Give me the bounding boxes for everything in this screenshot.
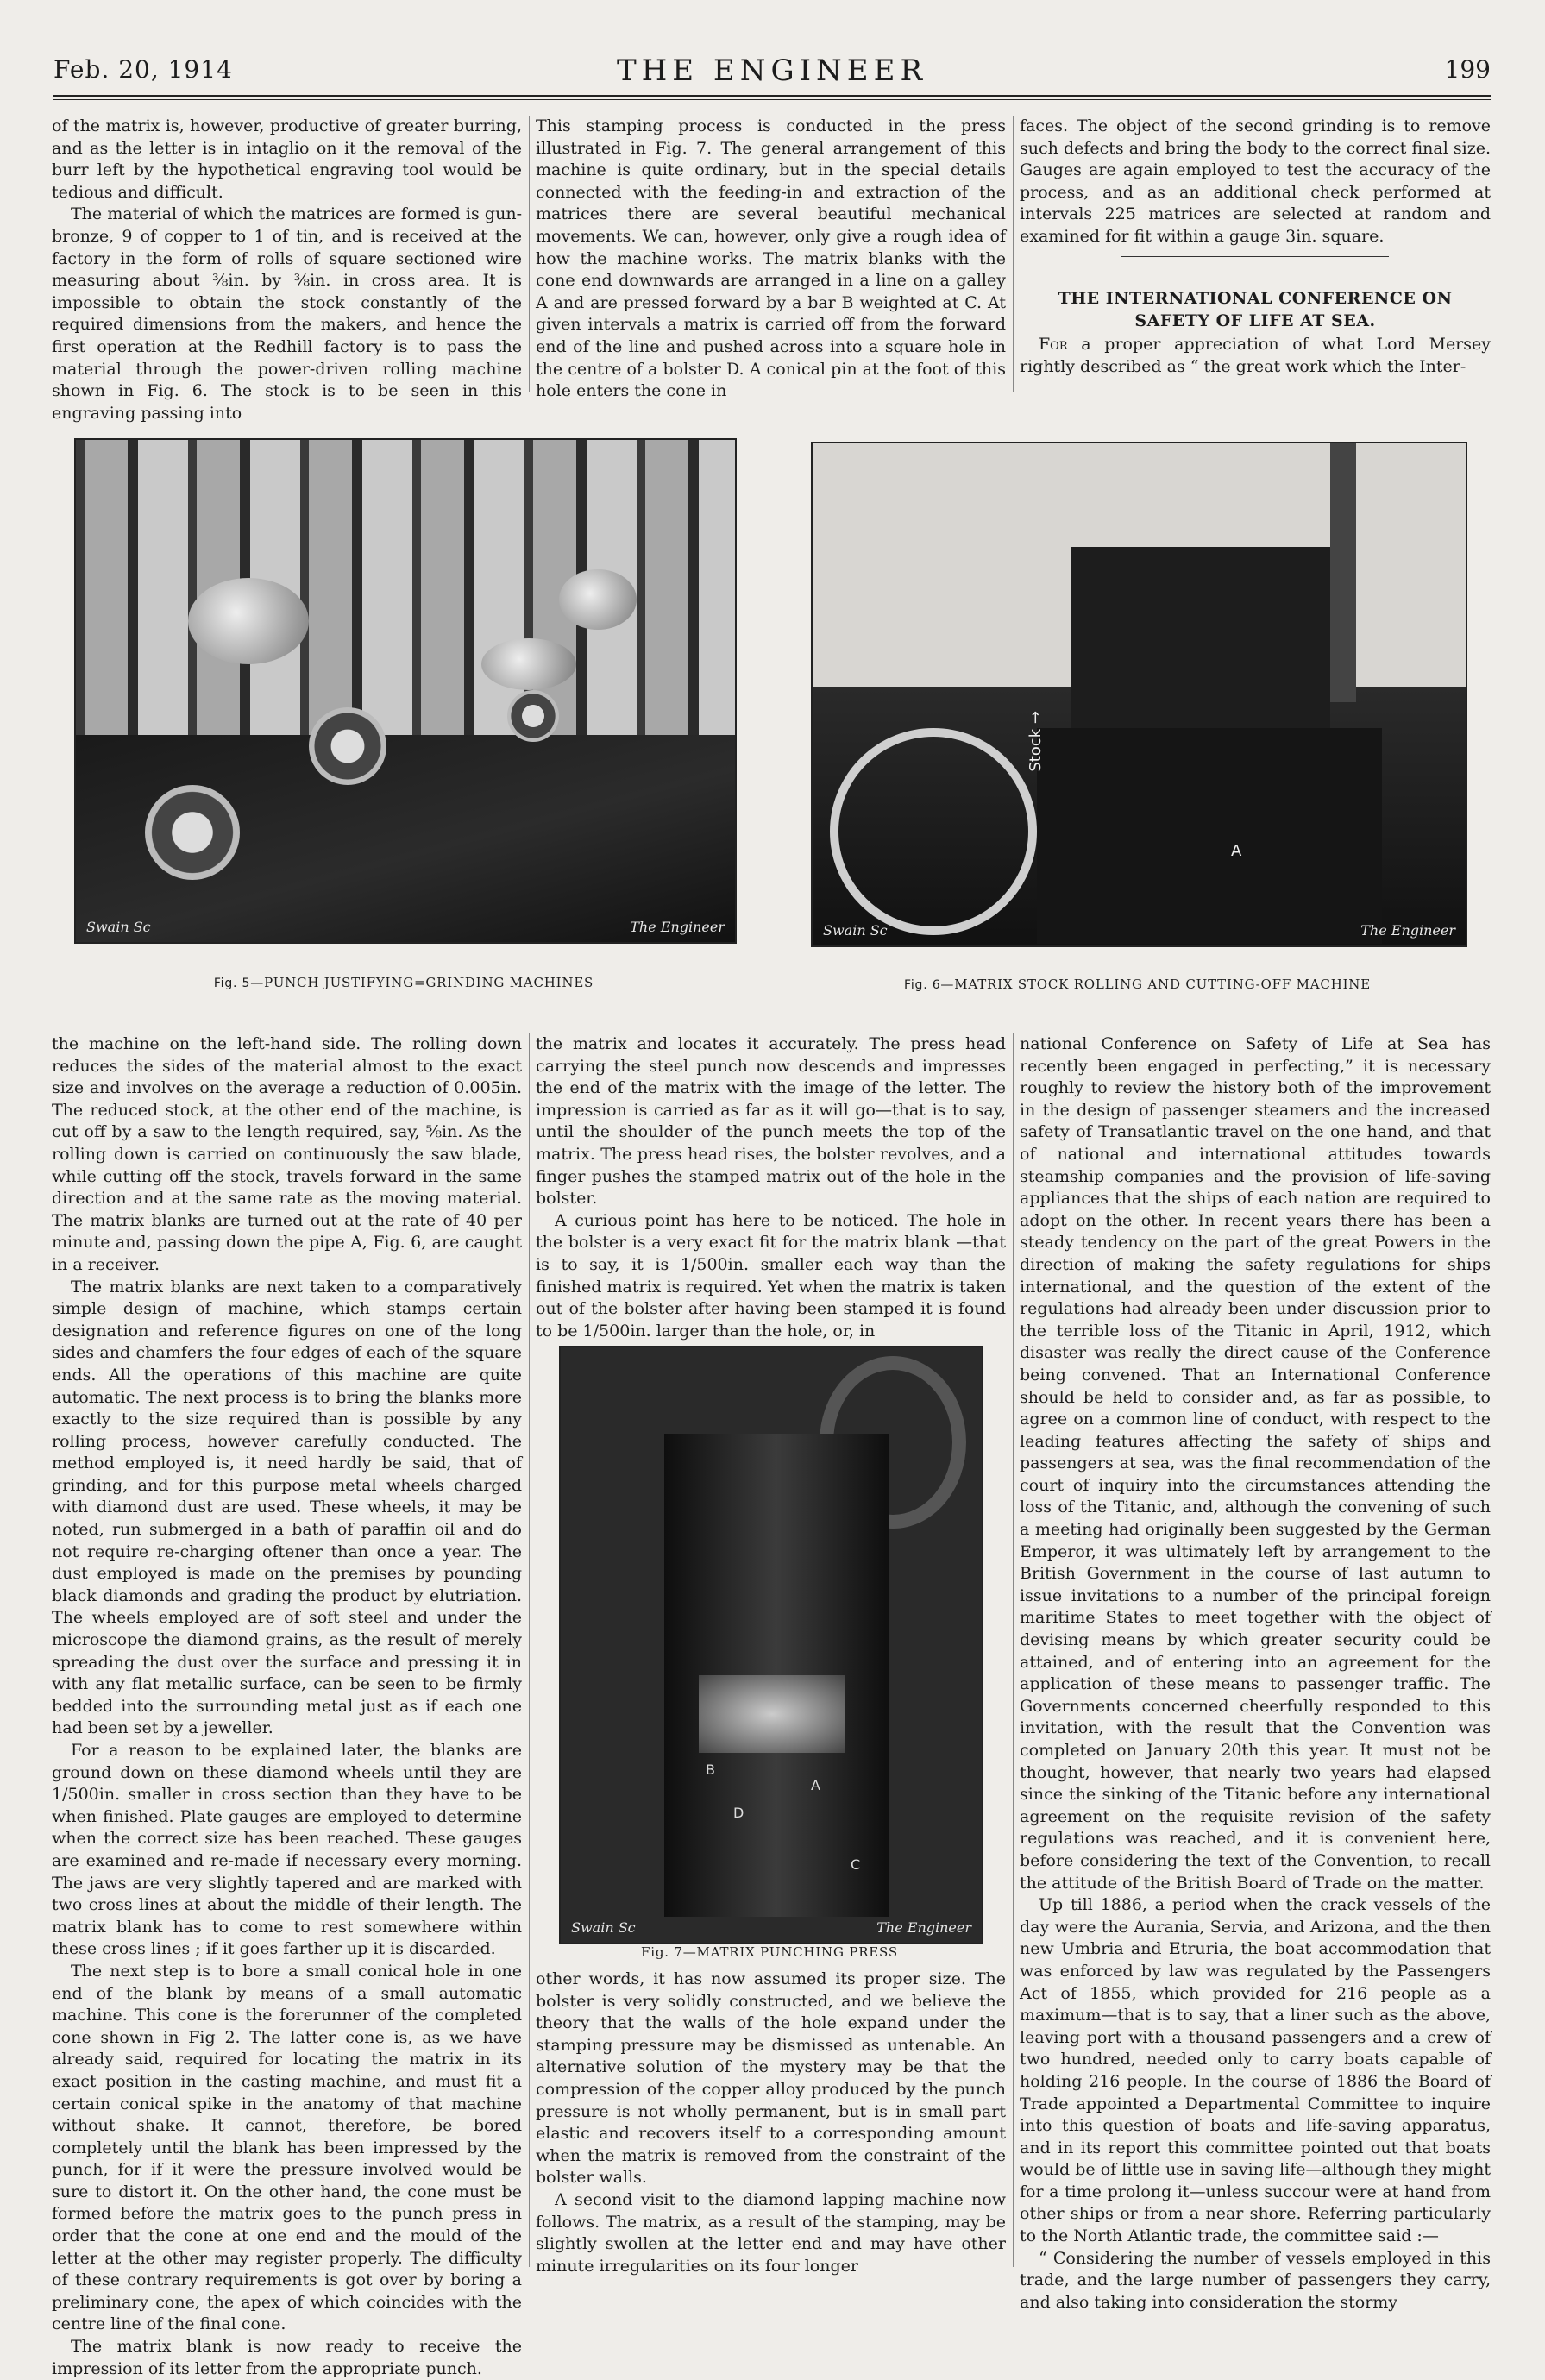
paragraph: The next step is to bore a small conical hole in one end of the blank by means of a small automatic machine. This cone is the forerunner of the completed cone shown in Fig 2. The latter cone is, as we have already said, required for locating the matrix in its exact position in the casting machine, and must fit a certain conical spike in the anatomy of that machine without shake. It cannot, therefore, be bored completely until the blank has been impressed by the punch, for if it were the pressure involved would be sure to distort it. On the other hand, the cone must be formed before the matrix goes to the punch press in order that the cone at one end and the mould of the letter at the other may register properly. The difficulty of these contrary requirements is got over by boring a preliminary cone, the apex of which coincides with the centre line of the final cone. xyxy=(52,1961,522,2334)
engraver-signature: Swain Sc xyxy=(86,919,151,935)
label-a: A xyxy=(1231,842,1242,860)
bottom-column-1 xyxy=(52,1033,522,2380)
publisher-signature: The Engineer xyxy=(1360,922,1455,939)
journal-title: THE ENGINEER xyxy=(616,53,928,88)
paragraph: faces. The object of the second grinding is to remove such defects and bring the body to the correct final size. Gauges are again employed to test the accuracy of the process, and as an additional check performed at intervals 225 matrices are selected at random and examined for fit within a gauge 3in. square. xyxy=(1020,116,1491,246)
bottom-column-2-continued xyxy=(536,1969,1006,2277)
handwheel xyxy=(830,728,1037,935)
bottom-column-2 xyxy=(536,1033,1006,1342)
lamp-shade xyxy=(481,638,576,690)
rolling-machine xyxy=(1071,547,1330,737)
fig7-photo xyxy=(559,1346,983,1944)
label-b: B xyxy=(706,1761,715,1778)
fig6-caption xyxy=(811,976,1464,992)
page-number: 199 xyxy=(1444,55,1491,84)
article-heading: THE INTERNATIONAL CONFERENCE ON SAFETY OF LIFE AT SEA. xyxy=(1058,289,1453,330)
stock-label: Stock → xyxy=(1027,711,1045,772)
column-rule xyxy=(529,1033,530,2267)
header-rule xyxy=(53,95,1491,100)
top-column-2 xyxy=(536,116,1006,403)
label-d: D xyxy=(733,1805,744,1821)
paragraph: national Conference on Safety of Life at Sea has recently been engaged in perfecting,” it is necessary roughly to review the history both of the improvement in the design of passenger steamers and the increased safety of Transatlantic travel on the one hand, and that of national and international attitudes towards steamship companies and the provision of life-saving appliances that the ships of each nation are required to adopt on the other. In recent years there has been a steady tendency on the part of the great Powers in the direction of making the safety regulations for ships international, and the question of the extent of the regulations had already been under discussion prior to the terrible loss of the Titanic in April, 1912, which disaster was really the direct cause of the Conference being convened. That an International Conference should be held to consider and, as far as possible, to agree on a common line of conduct, with respect to the leading features affecting the safety of ships and passengers at sea, was the final recommendation of the court of inquiry into the circumstances attending the loss of the Titanic, and, although the convening of such a meeting had originally been suggested by the German Emperor, it was ultimately left by arrangement to the British Government in the course of last autumn to issue invitations to a number of the principal foreign maritime States to meet together with the object of devising means by which greater security could be attained, and of entering into an agreement for the application of these means to passenger traffic. The Governments concerned cheerfully responded to this invitation, with the result that the Convention was completed on January 20th this year. It must not be thought, however, that nearly two years had elapsed since the sinking of the Titanic before any international agreement on the requisite revision of the safety regulations was reached, and it is convenient here, before considering the text of the Convention, to recall the attitude of the British Board of Trade on the matter. xyxy=(1020,1034,1491,1893)
fig5-photo xyxy=(74,438,737,944)
label-a: A xyxy=(811,1777,820,1793)
publisher-signature: The Engineer xyxy=(630,919,725,935)
paragraph: A curious point has here to be noticed. The hole in the bolster is a very exact fit for the matrix blank —that is to say, it is 1/500in. smaller each way than the finished matrix is required. Yet when the matrix is taken out of the bolster after having been stamped it is found to be 1/500in. larger than the hole, or, in xyxy=(536,1210,1006,1341)
issue-date: Feb. 20, 1914 xyxy=(53,55,233,84)
engraver-signature: Swain Sc xyxy=(571,1919,636,1936)
fig6-photo xyxy=(811,442,1467,947)
paragraph: For a reason to be explained later, the blanks are ground down on these diamond wheels until they are 1/500in. smaller in cross section than they have to be when finished. Plate gauges are employed to determine when the correct size has been reached. These gauges are examined and re-made if necessary every morning. The jaws are very slightly tapered and are marked with two cross lines at about the middle of their length. The matrix blank has to come to rest somewhere within these cross lines ; if it goes farther up it is discarded. xyxy=(52,1741,522,1959)
grinding-wheel xyxy=(507,690,559,742)
page-header xyxy=(53,53,1491,97)
fig7-caption xyxy=(559,1944,980,1960)
top-column-1 xyxy=(52,116,522,424)
paragraph: a proper appreciation of what Lord Mersey rightly described as “ the great work which the Inter- xyxy=(1020,335,1491,376)
column-rule xyxy=(1013,116,1014,392)
paragraph: The matrix blanks are next taken to a comparatively simple design of machine, which stamps certain designation and reference figures on one of the long sides and chamfers the four edges of each of the square ends. All the operations of this machine are quite automatic. The next process is to bring the blanks more exactly to the size required than is possible by any rolling process, however carefully conducted. The method employed is, it need hardly be said, that of grinding, and for this purpose metal wheels charged with diamond dust are used. These wheels, it may be noted, run submerged in a bath of paraffin oil and do not require re-charging oftener than once a year. The dust employed is made on the premises by pounding black diamonds and grading the product by elutriation. The wheels employed are of soft steel and under the microscope the diamond grains, as the result of merely spreading the dust over the surface and pressing it in with any flat metallic surface, can be seen to be firmly bedded into the surrounding metal just as if each one had been set by a jeweller. xyxy=(52,1277,522,1738)
caption-text: —MATRIX STOCK ROLLING AND CUTTING-OFF MACHINE xyxy=(940,976,1371,992)
fig5-caption xyxy=(74,975,733,990)
lamp-shade xyxy=(559,569,637,630)
column-rule xyxy=(529,116,530,392)
article-opening xyxy=(1020,334,1491,378)
figure-number: Fig. 5 xyxy=(213,976,251,990)
press-head xyxy=(699,1675,845,1753)
top-column-3 xyxy=(1020,116,1491,248)
paragraph: This stamping process is conducted in the press illustrated in Fig. 7. The general arrangement of this machine is quite ordinary, but in the special details connected with the feeding-in and extraction of the matrices there are several beautiful mechanical movements. We can, however, only give a rough idea of how the machine works. The matrix blanks with the cone end downwards are arranged in a line on a galley A and are pressed forward by a bar B weighted at C. At given intervals a matrix is carried off from the forward end of the line and pushed across into a square hole in the centre of a bolster D. A conical pin at the foot of this hole enters the cone in xyxy=(536,116,1006,401)
section-separator xyxy=(1121,256,1389,257)
caption-text: Fig. 7—MATRIX PUNCHING PRESS xyxy=(641,1944,898,1960)
paragraph: the machine on the left-hand side. The rolling down reduces the sides of the material almost to the exact size and involves on the average a reduction of 0.005in. The reduced stock, at the other end of the machine, is cut off by a saw to the length required, say, ⅝in. As the rolling down is carried on continuously the saw blade, while cutting off the stock, travels forward in the same direction and at the same rate as the moving material. The matrix blanks are turned out at the rate of 40 per minute and, passing down the pipe A, Fig. 6, are caught in a receiver. xyxy=(52,1034,522,1274)
caption-text: —PUNCH JUSTIFYING=GRINDING MACHINES xyxy=(250,975,594,990)
machine-base xyxy=(1037,728,1382,944)
paragraph: The matrix blank is now ready to receive the impression of its letter from the appropriate punch. xyxy=(52,2337,522,2378)
lead-word: For xyxy=(1039,335,1068,354)
label-c: C xyxy=(851,1856,861,1873)
column-rule xyxy=(1013,1033,1014,2267)
engraver-signature: Swain Sc xyxy=(823,922,888,939)
bottom-column-3 xyxy=(1020,1033,1491,2314)
figure-number: Fig. 6 xyxy=(904,978,941,992)
paragraph: of the matrix is, however, productive of greater burring, and as the letter is in intaglio on it the removal of the burr left by the hypothetical engraving tool would be tedious and difficult. xyxy=(52,116,522,202)
lamp-shade xyxy=(188,578,309,664)
paragraph: the matrix and locates it accurately. The press head carrying the steel punch now descends and impresses the end of the matrix with the image of the letter. The impression is carried as far as it will go—that is to say, until the shoulder of the punch meets the top of the matrix. The press head rises, the bolster revolves, and a finger pushes the stamped matrix out of the hole in the bolster. xyxy=(536,1034,1006,1209)
paragraph: other words, it has now assumed its proper size. The bolster is very solidly constructed, and we believe the theory that the walls of the hole expand under the stamping pressure may be dismissed as untenable. An alternative solution of the mystery may be that the compression of the copper alloy produced by the punch pressure is not wholly permanent, but is in small part elastic and recovers itself to a corresponding amount when the matrix is removed from the constraint of the bolster walls. xyxy=(536,1969,1006,2188)
paragraph: The material of which the matrices are formed is gun-bronze, 9 of copper to 1 of tin, and is received at the factory in the form of rolls of square sectioned wire measuring about ⅜in. by ⅜in. in cross area. It is impossible to obtain the stock constantly of the required dimensions from the makers, and hence the first operation at the Redhill factory is to pass the material through the power-driven rolling machine shown in Fig. 6. The stock is to be seen in this engraving passing into xyxy=(52,204,522,423)
grinding-wheel xyxy=(145,785,240,880)
grinding-wheel xyxy=(309,707,386,785)
paragraph: A second visit to the diamond lapping machine now follows. The matrix, as a result of the stamping, may be slightly swollen at the letter end and may have other minute irregularities on its four longer xyxy=(536,2189,1006,2276)
publisher-signature: The Engineer xyxy=(876,1919,971,1936)
drive-belt xyxy=(1330,443,1356,702)
paragraph: Up till 1886, a period when the crack vessels of the day were the Aurania, Servia, and Arizona, and the then new Umbria and Etruria, the boat accommodation that was enforced by law was regulated by the Passengers Act of 1855, which provided for 216 people as a maximum—that is to say, that a liner such as the above, leaving port with a thousand passengers and a crew of two hundred, needed only to carry boats capable of holding 216 people. In the course of 1886 the Board of Trade appointed a Departmental Committee to inquire into this question of boats and life-saving apparatus, and in its report this committee pointed out that boats would be of little use in saving life—although they might for a time prolong it—unless succour were at hand from other ships or from a near shore. Referring particularly to the North Atlantic trade, the committee said :— xyxy=(1020,1895,1491,2246)
paragraph: “ Considering the number of vessels employed in this trade, and the large number of passengers they carry, and also taking into consideration the stormy xyxy=(1020,2248,1491,2312)
